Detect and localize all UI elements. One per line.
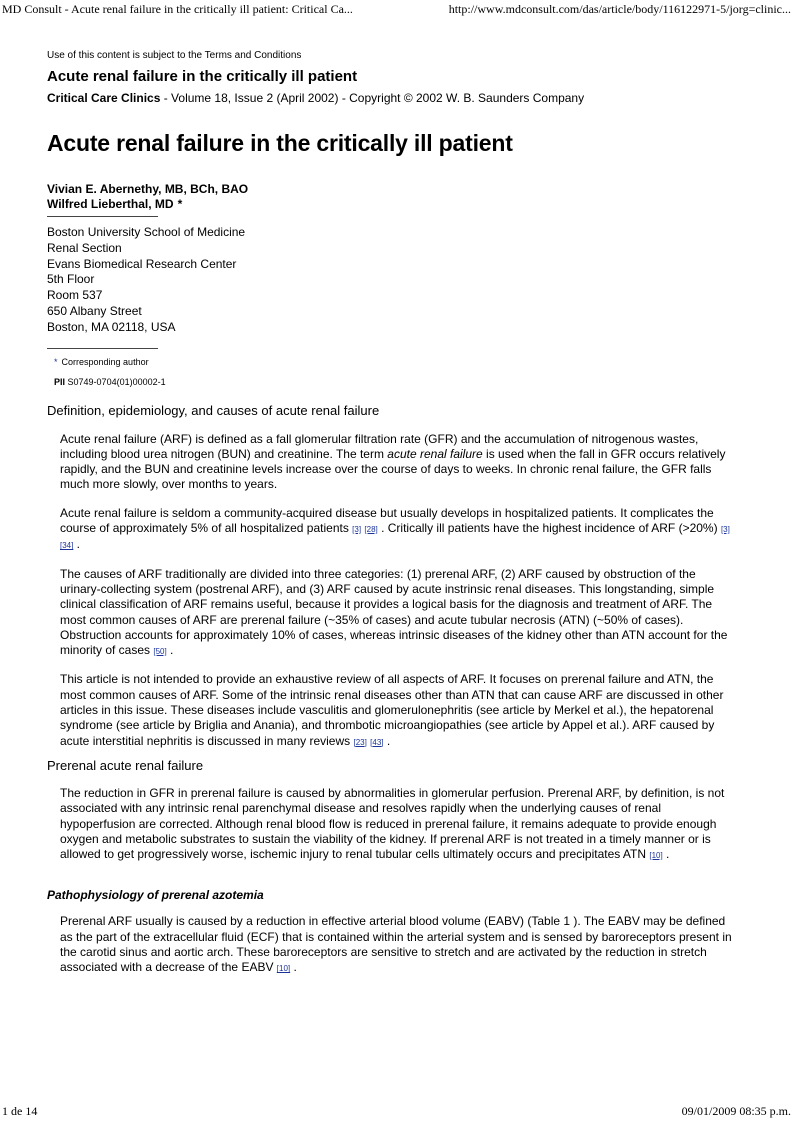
reference-link[interactable]: [10] <box>276 964 291 974</box>
page-title: Acute renal failure in the critically ill patient <box>47 130 513 156</box>
author-1 <box>47 182 737 197</box>
affiliation-line: Room 537 <box>47 288 103 303</box>
text: . <box>383 733 391 748</box>
print-footer <box>0 1104 793 1118</box>
section-heading-definition: Definition, epidemiology, and causes of acute renal failure <box>47 402 380 418</box>
text: . <box>73 537 81 552</box>
reference-link[interactable]: [23] <box>353 737 367 747</box>
article-content <box>47 50 737 977</box>
text: The causes of ARF traditionally are divided into three categories: (1) prerenal ARF, (2) ARF caused by obstruction of the urinary-collecting system (postrenal ARF), and (3) ARF caused by acute instrinsic renal diseases. This longstanding, simple clinical classification of ARF remains useful, because it provides a logical basis for the diagnosis and treatment of ARF. The most common causes of ARF are prerenal failure (~35% of cases) and acute tubular necrosis (ATN) (~50% of cases). Obstruction accounts for approximately 10% of cases, whereas intrinsic diseases of the kidney other than ATN account for the minority of cases <box>60 566 728 658</box>
text: This article is not intended to provide an exhaustive review of all aspects of ARF. It focuses on prerenal failure and ATN, the most common causes of ARF. Some of the intrinsic renal diseases other than ATN that can cause ARF are discussed in other articles in this issue. These diseases include vasculitis and glomerulonephritis (see article by Merkel et al.), the hepatorenal syndrome (see article by Briglia and Anania), and thrombotic microangiopathies (see article by Appel et al.). ARF caused by acute interstitial nephritis is discussed in many reviews <box>60 672 724 748</box>
print-header <box>0 2 793 16</box>
pii <box>54 377 737 387</box>
page-number: 1 de 14 <box>2 1104 38 1118</box>
citation <box>47 91 737 105</box>
terms-link[interactable]: Use of this content is subject to the Terms and Conditions <box>47 50 302 61</box>
author-name: Wilfred Lieberthal, MD <box>47 197 174 211</box>
author-name: Vivian E. Abernethy, MB, BCh, BAO <box>47 182 249 196</box>
paragraph <box>60 567 735 660</box>
corresponding-note-marker: * <box>54 356 58 367</box>
print-header-title: MD Consult - Acute renal failure in the critically ill patient: Critical Ca... <box>2 2 353 16</box>
citation-details: - Volume 18, Issue 2 (April 2002) - Copyright © 2002 W. B. Saunders Company <box>160 91 585 105</box>
text: Acute renal failure is seldom a community-acquired disease but usually develops in hospitalized patients. It complicates the course of approximately 5% of all hospitalized patients <box>60 505 714 536</box>
text: . <box>290 960 297 975</box>
reference-link[interactable]: [28] <box>364 525 378 535</box>
text: . <box>662 847 670 862</box>
text: The reduction in GFR in prerenal failure is caused by abnormalities in glomerular perfusion. Prerenal ARF, by definition, is not associated with any intrinsic renal parenchymal disease and resolves rapidly when the underlying causes of renal hypoperfusion are corrected. Although renal blood flow is reduced in prerenal failure, it remains adequate to provide enough oxygen and metabolic substrates to sustain the viability of the kidney. If prerenal ARF is not treated in a timely manner or is allowed to get progressively worse, ischemic injury to renal tubular cells ultimately occurs and precipitates ATN <box>60 785 725 862</box>
pii-value: S0749-0704(01)00002-1 <box>67 376 166 387</box>
corresponding-marker[interactable]: * <box>177 197 183 211</box>
affiliation-line: Renal Section <box>47 240 122 255</box>
journal-name: Critical Care Clinics <box>47 91 161 105</box>
terms-notice <box>47 50 737 61</box>
text: . Critically ill patients have the highest incidence of ARF (>20%) <box>377 521 721 536</box>
affiliation-line: Evans Biomedical Research Center <box>47 256 237 271</box>
divider <box>47 348 158 349</box>
paragraph <box>60 672 735 749</box>
reference-link[interactable]: [3] <box>352 525 362 535</box>
pii-label: PII <box>54 376 66 387</box>
text-emphasis: acute renal failure <box>387 446 483 461</box>
print-timestamp: 09/01/2009 08:35 p.m. <box>681 1104 791 1118</box>
reference-link[interactable]: [50] <box>153 647 167 657</box>
affiliation-line: 650 Albany Street <box>47 303 142 318</box>
print-header-url: http://www.mdconsult.com/das/article/body/116122971-5/jorg=clinic... <box>448 2 791 16</box>
text: Acute renal failure (ARF) is defined as a fall glomerular filtration rate (GFR) and the accumulation of nitrogenous wastes, including blood urea nitrogen (BUN) and creatinine. The term <box>60 431 699 461</box>
text: is used when the fall in GFR occurs relatively rapidly, and the BUN and creatinine levels increase over the course of days to weeks. In chronic renal failure, the GFR falls much more slowly, over months to years. <box>60 446 726 492</box>
corresponding-note-text: Corresponding author <box>61 356 149 367</box>
reference-link[interactable]: [43] <box>370 737 384 747</box>
paragraph <box>60 914 735 976</box>
affiliation-line: Boston University School of Medicine <box>47 225 246 239</box>
reference-link[interactable]: [34] <box>60 541 74 551</box>
author-2 <box>47 197 737 212</box>
subsection-heading-pathophysiology: Pathophysiology of prerenal azotemia <box>47 888 264 903</box>
text: . <box>166 643 174 658</box>
paragraph <box>60 506 735 554</box>
divider <box>47 216 158 217</box>
reference-link[interactable]: [3] <box>720 525 730 535</box>
text: Prerenal ARF usually is caused by a reduction in effective arterial blood volume (EABV) (Table 1 ). The EABV may be defined as the part of the extracellular fluid (ECF) that is contained within the arterial system and is sensed by baroreceptors present in the carotid sinus and aortic arch. These baroreceptors are sensitive to stretch and are activated by the reduction in stretch associated with a decrease of the EABV <box>60 914 732 975</box>
reference-link[interactable]: [10] <box>649 851 663 861</box>
paragraph <box>60 432 735 493</box>
corresponding-note <box>54 357 737 367</box>
affiliation-line: 5th Floor <box>47 272 95 287</box>
paragraph <box>60 786 735 863</box>
affiliation-line: Boston, MA 02118, USA <box>47 319 176 334</box>
section-heading-prerenal: Prerenal acute renal failure <box>47 757 204 773</box>
affiliation <box>47 225 737 336</box>
article-header-title: Acute renal failure in the critically ill patient <box>47 68 358 85</box>
